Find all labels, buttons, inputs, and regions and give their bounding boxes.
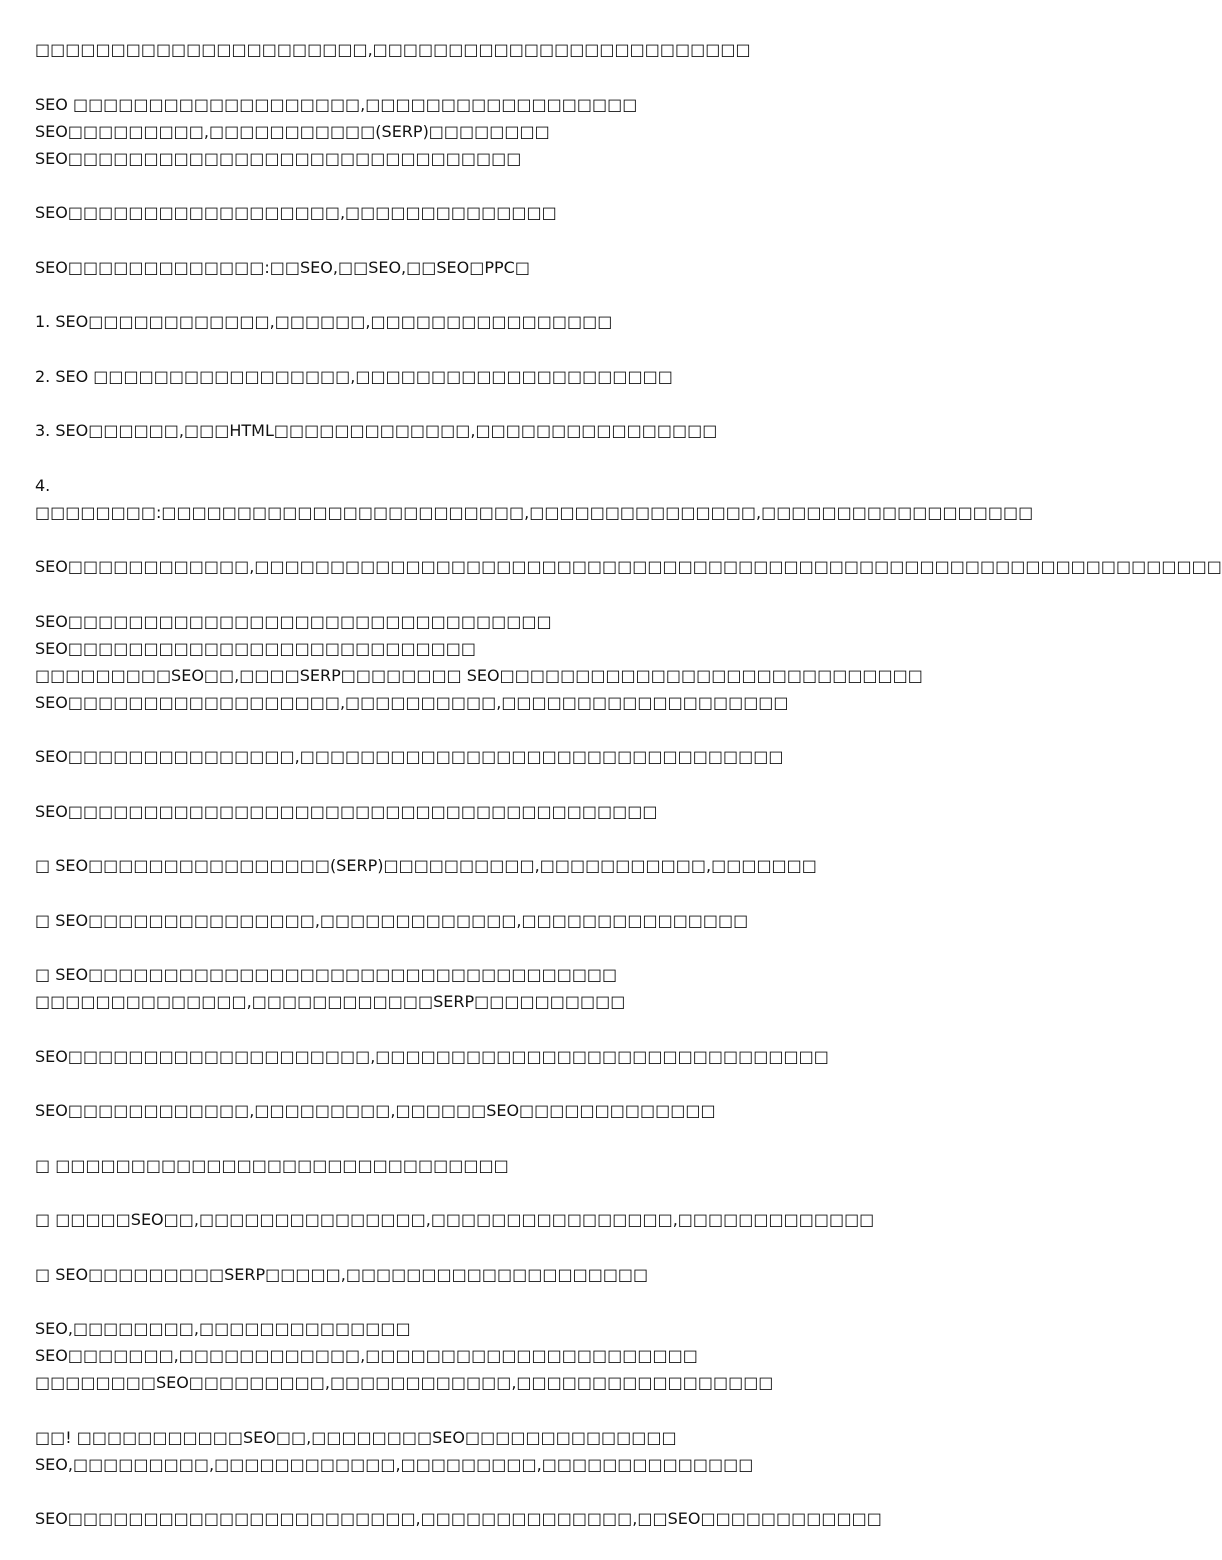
list-item-2: 2. SEO □□□□□□□□□□□□□□□□□,□□□□□□□□□□□□□□□□□□□□□ [35, 366, 673, 386]
paragraph-3: SEO□□□□□□□□□□□□□□□□□□,□□□□□□□□□□□□□□ [35, 203, 557, 222]
bullet-item-3: □ SEO□□□□□□□□□□□□□□□□□□□□□□□□□□□□□□□□□□□ □□□□□□□□□□□□□□,□□□□□□□□□□□□SERP□□□□□□□□□□ [35, 965, 626, 1011]
paragraph-7: SEO□□□□□□□□□□□□□□□,□□□□□□□□□□□□□□□□□□□□□□□□□□□□□□□□ [35, 747, 784, 766]
paragraph-12: □□! □□□□□□□□□□□SEO□□,□□□□□□□□SEO□□□□□□□□□□□□□□ SEO,□□□□□□□□□,□□□□□□□□□□□□,□□□□□□□□□,□□□□□□□□□□□□□□ [35, 1427, 754, 1474]
paragraph-4: SEO□□□□□□□□□□□□□:□□SEO,□□SEO,□□SEO□PPC□ [35, 257, 530, 277]
paragraph-9: SEO□□□□□□□□□□□□□□□□□□□□,□□□□□□□□□□□□□□□□□□□□□□□□□□□□□□ [35, 1046, 829, 1066]
bullet-item-2: □ SEO□□□□□□□□□□□□□□□,□□□□□□□□□□□□□,□□□□□□□□□□□□□□□ [35, 910, 749, 930]
bullet-item-4: □ □□□□□□□□□□□□□□□□□□□□□□□□□□□□□□ [35, 1155, 509, 1175]
list-item-4: 4. □□□□□□□□:□□□□□□□□□□□□□□□□□□□□□□□□,□□□□□□□□□□□□□□□,□□□□□□□□□□□□□□□□□□ [35, 475, 1034, 522]
paragraph-13: SEO□□□□□□□□□□□□□□□□□□□□□□□,□□□□□□□□□□□□□□,□□SEO□□□□□□□□□□□□ [35, 1509, 882, 1528]
paragraph-10: SEO□□□□□□□□□□□□,□□□□□□□□□,□□□□□□SEO□□□□□□□□□□□□□ [35, 1101, 716, 1120]
list-item-1: 1. SEO□□□□□□□□□□□□,□□□□□□,□□□□□□□□□□□□□□□□ [35, 312, 613, 331]
paragraph-1: □□□□□□□□□□□□□□□□□□□□□□,□□□□□□□□□□□□□□□□□□□□□□□□□ [35, 40, 751, 59]
bullet-item-1: □ SEO□□□□□□□□□□□□□□□□(SERP)□□□□□□□□□□,□□□□□□□□□□□,□□□□□□□ [35, 856, 817, 875]
paragraph-5: SEO□□□□□□□□□□□□,□□□□□□□□□□□□□□□□□□□□□□□□□□□□□□□□□□□□□□□□□□□□□□□□□□□□□□□□□□□□□□□□ [35, 557, 1222, 576]
document-body [35, 36, 1222, 1560]
bullet-item-6: □ SEO□□□□□□□□□SERP□□□□□,□□□□□□□□□□□□□□□□□□□□ [35, 1264, 649, 1284]
paragraph-6: SEO□□□□□□□□□□□□□□□□□□□□□□□□□□□□□□□□ SEO□□□□□□□□□□□□□□□□□□□□□□□□□□□ □□□□□□□□□SEO□□,□□□□SERP□□□□□□□□ SEO□□□□□□□□□□□□□□□□□□□□□□□□□□□□ SEO□□□□□□□□□□□□□□□□□□,□□□□□□□□□□,□□□□□□□□□□□□□□□□□□□ [35, 611, 923, 712]
paragraph-11: SEO,□□□□□□□□,□□□□□□□□□□□□□□ SEO□□□□□□□,□□□□□□□□□□□□,□□□□□□□□□□□□□□□□□□□□□□ □□□□□□□□SEO□□□□□□□□□,□□□□□□□□□□□□,□□□□□□□□□□□□□□□□□ [35, 1319, 774, 1392]
bullet-item-5: □ □□□□□SEO□□,□□□□□□□□□□□□□□□,□□□□□□□□□□□□□□□□,□□□□□□□□□□□□□ [35, 1210, 875, 1229]
paragraph-2: SEO □□□□□□□□□□□□□□□□□□□,□□□□□□□□□□□□□□□□□□ SEO□□□□□□□□□,□□□□□□□□□□□(SERP)□□□□□□□□ SEO□□□□□□□□□□□□□□□□□□□□□□□□□□□□□□ [35, 94, 638, 168]
list-item-3: 3. SEO□□□□□□,□□□HTML□□□□□□□□□□□□□,□□□□□□□□□□□□□□□□ [35, 421, 718, 440]
paragraph-8: SEO□□□□□□□□□□□□□□□□□□□□□□□□□□□□□□□□□□□□□□□ [35, 801, 658, 821]
